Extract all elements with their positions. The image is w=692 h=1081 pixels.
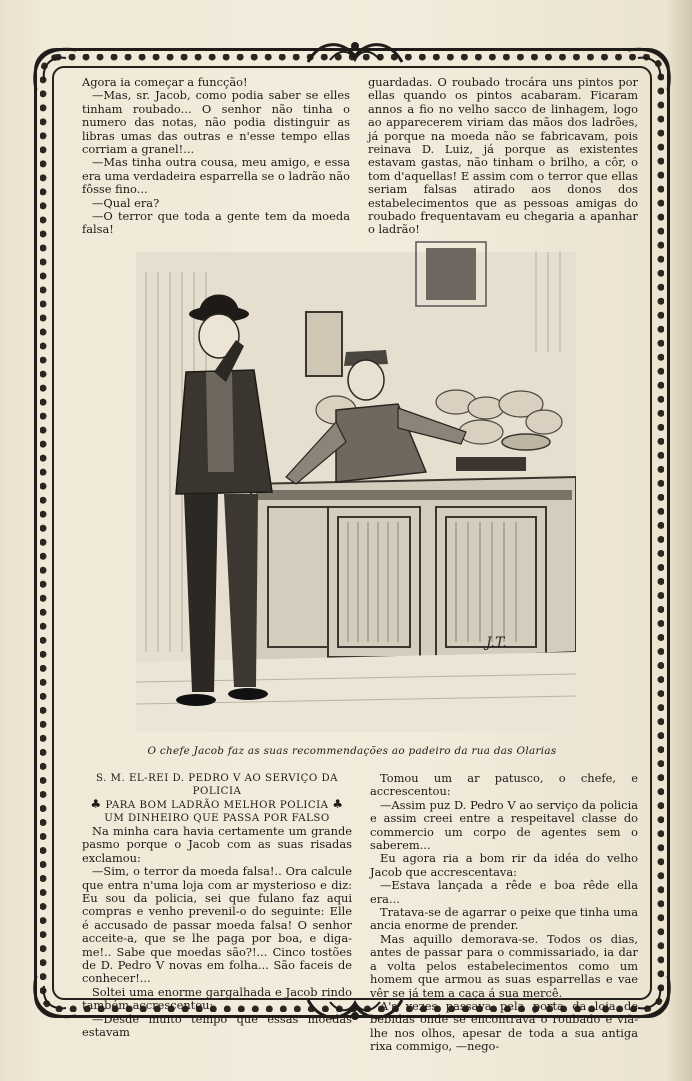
- heading-line-2-text: PARA BOM LADRÃO MELHOR POLICIA: [105, 800, 329, 811]
- paragraph: —Desde muito tempo que essas moedas estavam: [82, 1011, 352, 1040]
- text-column-2-bottom: [370, 772, 638, 1054]
- text-column-2-top: [368, 76, 638, 237]
- paragraph: Mas aquillo demorava-se. Todos os dias, antes de passar para o commissariado, ia dar a volta pelos estabelecimentos como um homem que armou as suas esparrellas e vae vêr se já tem a caça á sua mercê.: [370, 931, 638, 1000]
- paragraph: —Qual era?: [92, 195, 160, 210]
- club-ornament-icon: ♣: [332, 797, 344, 811]
- corner-ornament-bottom-left: [26, 966, 86, 1026]
- paragraph: Eu agora ria a bom rir da idéa do velho Jacob que accrescentava:: [370, 851, 638, 879]
- paragraph: Agora ia começar a funcção!: [82, 75, 248, 89]
- paragraph: Na minha cara havia certamente um grande pasmo porque o Jacob com as suas risadas exclamou:: [82, 824, 352, 865]
- paragraph: —Sim, o terror da moeda falsa!.. Ora calcule que entra n'uma loja com ar mysterioso e diz: Eu sou da policia, sei que fulano faz aqui compras e venho prevenil-o do seguinte: Elle é accusado de passar moeda falsa! O senhor acceite-a, que se lhe paga por boa, e diga-me!.. Sabe que moedas são?!... Cinco tostões de D. Pedro V novas em folha... São faceis de conhecer!...: [82, 864, 352, 986]
- artist-signature: J.T.: [486, 635, 507, 651]
- club-ornament-icon: ♣: [90, 797, 102, 811]
- illustration-caption: O chefe Jacob faz as suas recommendações ao padeiro da rua das Olarias: [147, 745, 557, 757]
- heading-line-1: S. M. EL-REI D. PEDRO V AO SERVIÇO DA POLICIA: [95, 773, 339, 797]
- paragraph: guardadas. O roubado trocára uns pintos por ellas quando os pintos acabaram. Ficaram annos a fio no velho sacco de linhagem, logo ao apparecerem viriam das mãos dos ladrões, já porque na moeda não se fabricavam, pois reinava D. Luiz, já porque as existentes estavam gastas, não tinham o brilho, a côr, o tom d'aquellas! E assim com o terror que ellas seriam falsas atirado aos donos dos estabelecimentos que as pessoas amigas do roubado frequentavam eu chegaria a apanhar o ladrão!: [368, 75, 638, 237]
- paragraph: A's vezes passava pela porta da loja de bebidas onde se encontrava o roubado e via-lhe nos olhos, apesar de toda a sua antiga rixa commigo, —nego-: [370, 998, 638, 1054]
- top-ornament: [300, 36, 410, 72]
- paragraph: —Estava lançada a rêde e boa rêde ella era...: [370, 878, 638, 906]
- paragraph: Tratava-se de agarrar o peixe que tinha uma ancia enorme de prender.: [370, 905, 638, 933]
- paragraph: Soltei uma enorme gargalhada e Jacob rindo também accrescentou:: [82, 984, 352, 1013]
- illustration-jacob-and-baker: [136, 232, 576, 732]
- paragraph: —Mas, sr. Jacob, como podia saber se elles tinham roubado... O senhor não tinha o numero das notas, não podia distinguir as libras umas das outras e n'esse tempo ellas corriam a granel!...: [82, 88, 350, 157]
- text-column-1-top: [82, 76, 350, 237]
- heading-line-2: [82, 798, 352, 812]
- paragraph: Tomou um ar patusco, o chefe, e accrescentou:: [370, 771, 638, 799]
- chapter-heading: [82, 772, 352, 825]
- heading-line-3: UM DINHEIRO QUE PASSA POR FALSO: [104, 813, 330, 824]
- corner-ornament-top-left: [26, 40, 86, 100]
- paragraph: —Assim puz D. Pedro V ao serviço da policia e assim creei entre a respeitavel classe do commercio um corpo de agentes sem o saberem...: [370, 797, 638, 853]
- paragraph: —Mas tinha outra cousa, meu amigo, e essa era uma verdadeira esparrella se o ladrão não fôsse fino...: [82, 155, 350, 197]
- text-column-1-bottom: [82, 772, 352, 1040]
- paragraph: —O terror que toda a gente tem da moeda falsa!: [82, 209, 350, 237]
